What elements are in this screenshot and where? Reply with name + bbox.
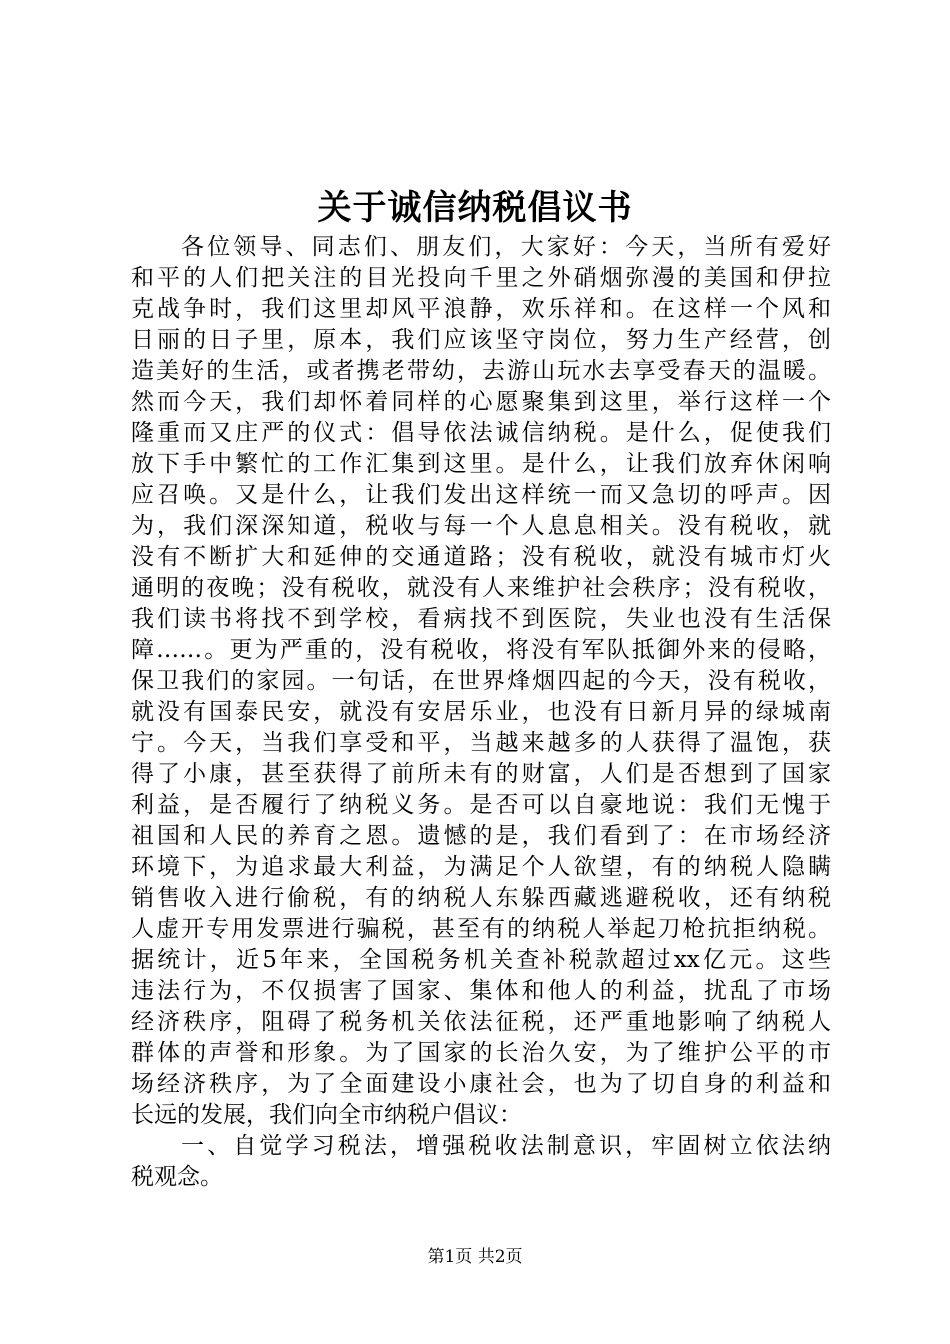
paragraph-line: 为，我们深深知道，税收与每一个人息息相关。没有税收，就 (131, 513, 831, 539)
paragraph-line: 场经济秩序，为了全面建设小康社会，也为了切自身的利益和 (131, 1071, 831, 1097)
document-body (131, 232, 831, 1193)
paragraph-line: 日丽的日子里，原本，我们应该坚守岗位，努力生产经营，创 (131, 327, 831, 353)
paragraph-line: 宁。今天，当我们享受和平，当越来越多的人获得了温饱，获 (131, 730, 831, 756)
paragraph-line: 没有不断扩大和延伸的交通道路；没有税收，就没有城市灯火 (131, 544, 831, 570)
paragraph-line: 税观念。 (131, 1164, 223, 1190)
paragraph-line: 造美好的生活，或者携老带幼，去游山玩水去享受春天的温暖。 (131, 358, 831, 384)
paragraph-line: 得了小康，甚至获得了前所未有的财富，人们是否想到了国家 (131, 761, 831, 787)
paragraph-line: 祖国和人民的养育之恩。遗憾的是，我们看到了：在市场经济 (131, 823, 831, 849)
paragraph-line: 障……。更为严重的，没有税收，将没有军队抵御外来的侵略， (131, 637, 831, 663)
paragraph-line: 违法行为，不仅损害了国家、集体和他人的利益，扰乱了市场 (131, 978, 831, 1004)
paragraph-line: 一、自觉学习税法，增强税收法制意识，牢固树立依法纳 (181, 1133, 831, 1159)
paragraph-line: 各位领导、同志们、朋友们，大家好：今天，当所有爱好 (181, 234, 831, 260)
paragraph-line: 和平的人们把关注的目光投向千里之外硝烟弥漫的美国和伊拉 (131, 265, 831, 291)
paragraph-line: 然而今天，我们却怀着同样的心愿聚集到这里，举行这样一个 (131, 389, 831, 415)
paragraph-line: 我们读书将找不到学校，看病找不到医院，失业也没有生活保 (131, 606, 831, 632)
paragraph-line: 经济秩序，阻碍了税务机关依法征税，还严重地影响了纳税人 (131, 1009, 831, 1035)
paragraph-line: 人虚开专用发票进行骗税，甚至有的纳税人举起刀枪抗拒纳税。 (131, 916, 831, 942)
paragraph-line: 据统计，近5年来，全国税务机关查补税款超过xx亿元。这些 (131, 947, 831, 973)
paragraph-line: 克战争时，我们这里却风平浪静，欢乐祥和。在这样一个风和 (131, 296, 831, 322)
paragraph-line: 保卫我们的家园。一句话，在世界烽烟四起的今天，没有税收， (131, 668, 831, 694)
document-title: 关于诚信纳税倡议书 (317, 188, 633, 228)
page-footer: 第1页 共2页 (427, 1247, 523, 1267)
paragraph-line: 通明的夜晚；没有税收，就没有人来维护社会秩序；没有税收， (131, 575, 831, 601)
paragraph-line: 放下手中繁忙的工作汇集到这里。是什么，让我们放弃休闲响 (131, 451, 831, 477)
paragraph-line: 就没有国泰民安，就没有安居乐业，也没有日新月异的绿城南 (131, 699, 831, 725)
paragraph-line: 群体的声誉和形象。为了国家的长治久安，为了维护公平的市 (131, 1040, 831, 1066)
paragraph-line: 长远的发展，我们向全市纳税户倡议： (131, 1102, 522, 1128)
paragraph-line: 应召唤。又是什么，让我们发出这样统一而又急切的呼声。因 (131, 482, 831, 508)
paragraph-line: 利益，是否履行了纳税义务。是否可以自豪地说：我们无愧于 (131, 792, 831, 818)
paragraph-line: 环境下，为追求最大利益，为满足个人欲望，有的纳税人隐瞒 (131, 854, 831, 880)
paragraph-line: 隆重而又庄严的仪式：倡导依法诚信纳税。是什么，促使我们 (131, 420, 831, 446)
paragraph-line: 销售收入进行偷税，有的纳税人东躲西藏逃避税收，还有纳税 (131, 885, 831, 911)
